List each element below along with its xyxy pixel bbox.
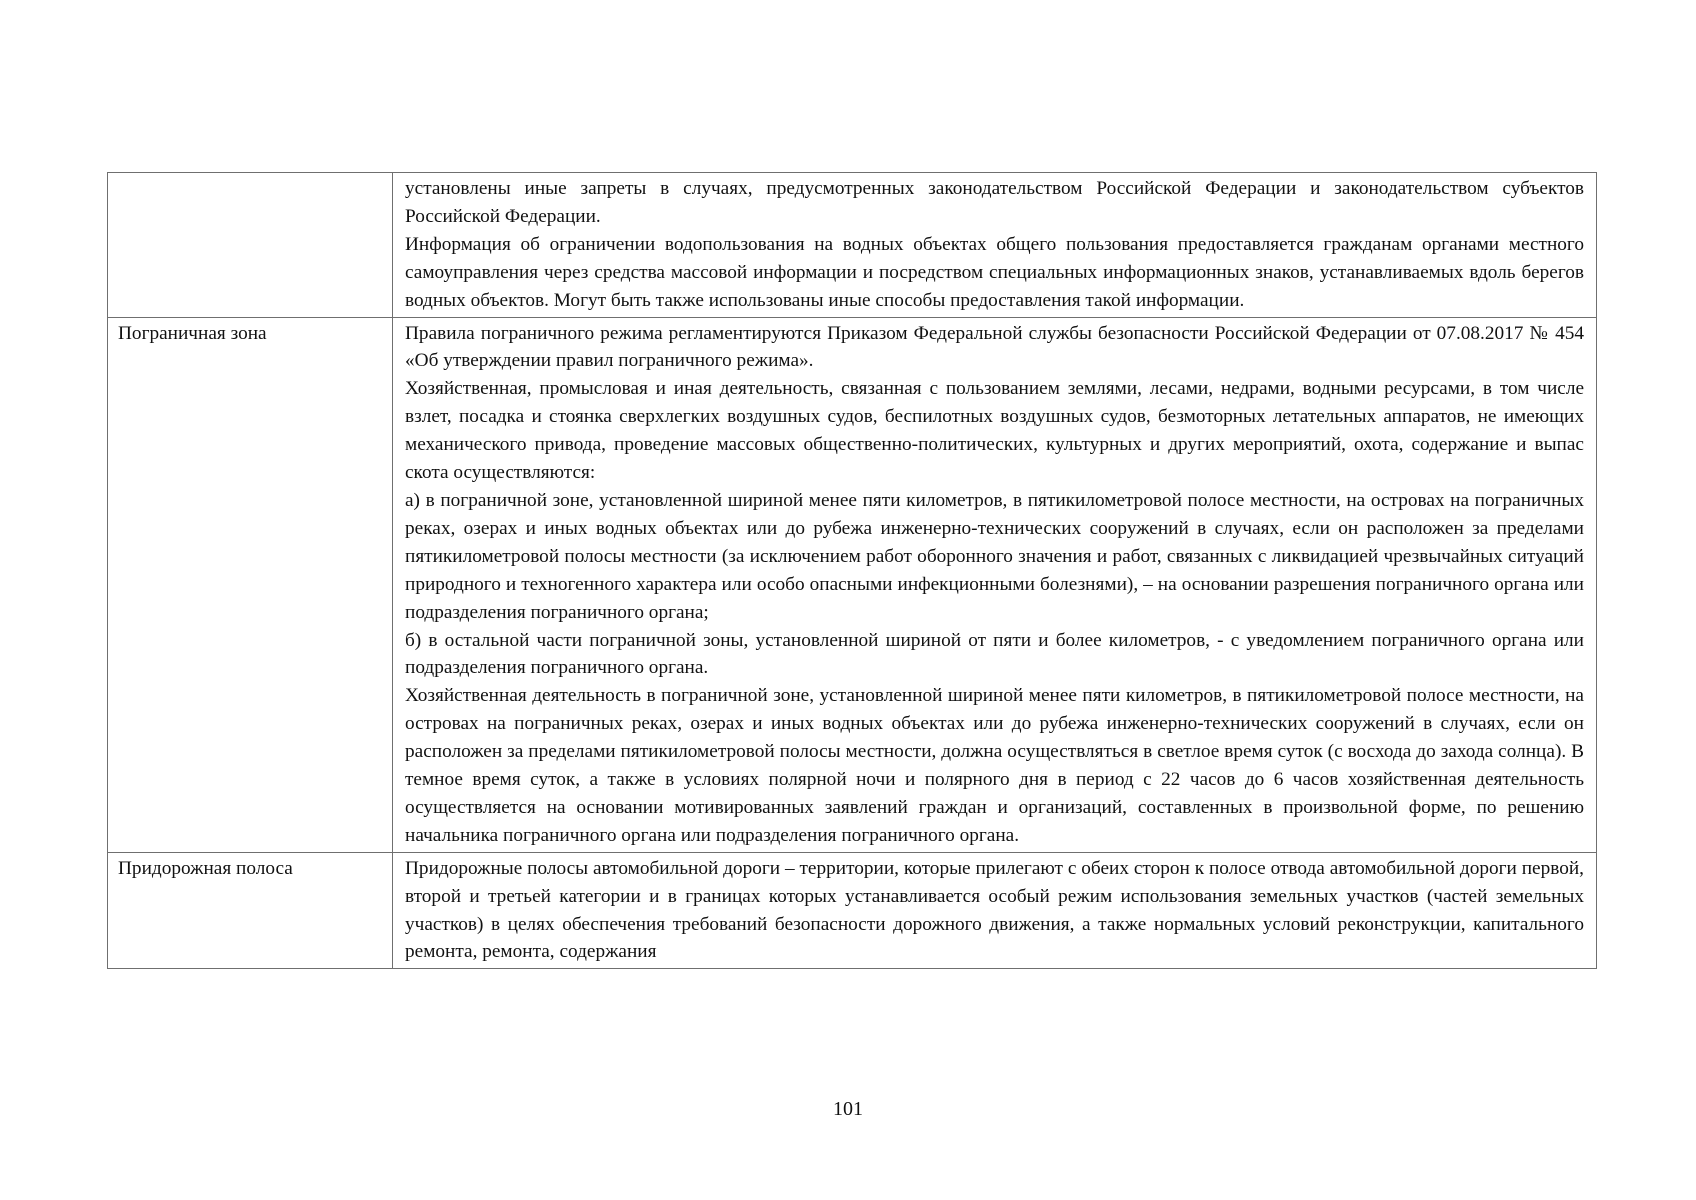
- page-number: 101: [833, 1098, 863, 1120]
- table-row: [108, 317, 1597, 852]
- description-paragraph: Информация об ограничении водопользования на водных объектах общего пользования предоставляется гражданам органами местного самоуправления через средства массовой информации и посредством специальных информационных знаков, устанавливаемых вдоль берегов водных объектов. Могут быть также использованы иные способы предоставления такой информации.: [405, 233, 1584, 311]
- description-paragraph: Хозяйственная деятельность в пограничной зоне, установленной шириной менее пяти километров, в пятикилометровой полосе местности, на островах на пограничных реках, озерах и иных водных объектах или до рубежа инженерно-технических сооружений в случаях, если он расположен за пределами пятикилометровой полосы местности, должна осуществляться в светлое время суток (с восхода до захода солнца). В темное время суток, а также в условиях полярной ночи и полярного дня в период с 22 часов до 6 часов хозяйственная деятельность осуществляется на основании мотивированных заявлений граждан и организаций, составленных в произвольной форме, по решению начальника пограничного органа или подразделения пограничного органа.: [405, 685, 1584, 846]
- description-paragraph: б) в остальной части пограничной зоны, установленной шириной от пяти и более километров, - с уведомлением пограничного органа или подразделения пограничного органа.: [405, 629, 1584, 679]
- term-cell: [108, 173, 393, 318]
- description-cell: [393, 317, 1597, 852]
- zones-table: [107, 172, 1597, 969]
- description-paragraph: Придорожные полосы автомобильной дороги – территории, которые прилегают с обеих сторон к полосе отвода автомобильной дороги первой, второй и третьей категории и в границах которых устанавливается особый режим использования земельных участков (частей земельных участков) в целях обеспечения требований безопасности дорожного движения, а также нормальных условий реконструкции, капитального ремонта, ремонта, содержания: [405, 857, 1584, 963]
- table-row: [108, 173, 1597, 318]
- description-cell: [393, 173, 1597, 318]
- description-paragraph: Хозяйственная, промысловая и иная деятельность, связанная с пользованием землями, лесами, недрами, водными ресурсами, в том числе взлет, посадка и стоянка сверхлегких воздушных судов, беспилотных воздушных судов, безмоторных летательных аппаратов, не имеющих механического привода, проведение массовых общественно-политических, культурных и других мероприятий, охота, содержание и выпас скота осуществляются:: [405, 378, 1584, 484]
- description-cell: [393, 852, 1597, 969]
- description-paragraph: установлены иные запреты в случаях, предусмотренных законодательством Российской Федерации и законодательством субъектов Российской Федерации.: [405, 178, 1584, 227]
- term-cell: Пограничная зона: [108, 317, 393, 852]
- description-paragraph: а) в пограничной зоне, установленной шириной менее пяти километров, в пятикилометровой полосе местности, на островах на пограничных реках, озерах и иных водных объектах или до рубежа инженерно-технических сооружений в случаях, если он расположен за пределами пятикилометровой полосы местности (за исключением работ оборонного значения и работ, связанных с ликвидацией чрезвычайных ситуаций природного и техногенного характера или особо опасными инфекционными болезнями), – на основании разрешения пограничного органа или подразделения пограничного органа;: [405, 489, 1584, 623]
- table-row: [108, 852, 1597, 969]
- description-paragraph: Правила пограничного режима регламентируются Приказом Федеральной службы безопасности Российской Федерации от 07.08.2017 № 454 «Об утверждении правил пограничного режима».: [405, 322, 1584, 372]
- term-cell: Придорожная полоса: [108, 852, 393, 969]
